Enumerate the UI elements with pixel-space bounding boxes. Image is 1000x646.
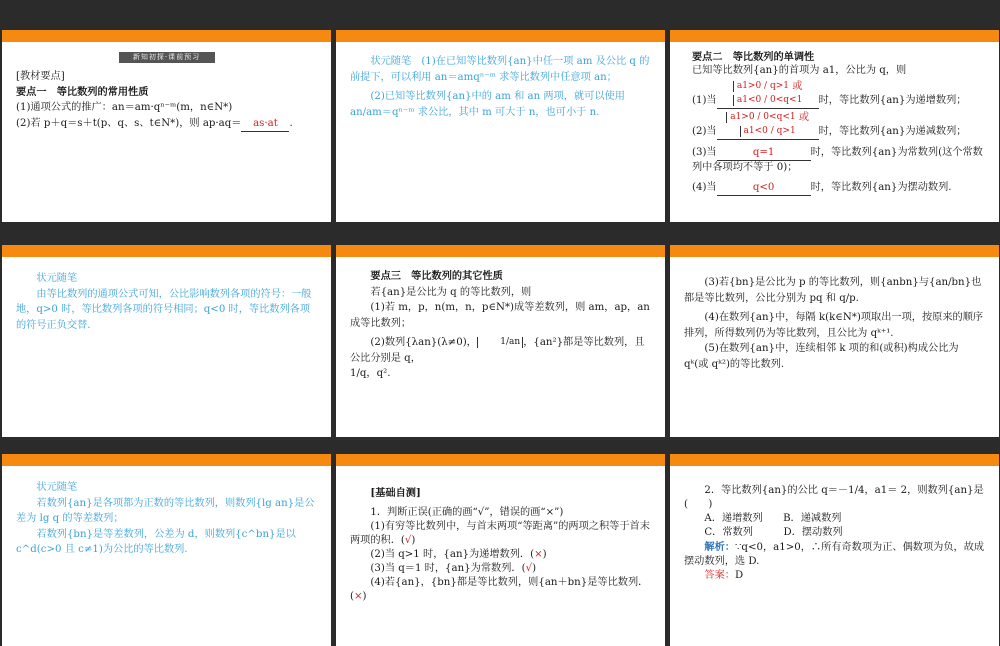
line-2-end: . xyxy=(289,117,293,129)
item-2-mark: × xyxy=(534,549,543,560)
answer-value: D xyxy=(734,570,744,581)
condition-2-suffix: 时，等比数列{an}为递减数列； xyxy=(818,126,967,137)
item-4-mark: × xyxy=(353,591,363,602)
condition-2-blank xyxy=(717,111,819,140)
condition-1-case-b: a1<0 / 0<q<1 xyxy=(733,95,802,106)
point-two-title: 要点二 等比数列的单调性 xyxy=(692,51,815,63)
item-1 xyxy=(350,520,651,548)
point-three-title: 要点三 等比数列的其它性质 xyxy=(370,270,503,282)
point-one-line-2 xyxy=(16,116,317,133)
condition-2-case-b: a1<0 / q>1 xyxy=(740,126,796,137)
condition-4-suffix: 时，等比数列{an}为摆动数列. xyxy=(810,182,952,193)
item-3-mark: √ xyxy=(525,563,533,574)
point-one-line-1: (1)通项公式的推广：an＝am·qⁿ⁻ᵐ(m，n∈N*) xyxy=(16,102,233,113)
note-label: 状元随笔 xyxy=(36,273,78,284)
section-banner: 新知初探·课前预习 xyxy=(119,52,215,63)
item-4-close: ) xyxy=(362,591,367,602)
textbook-points-heading: [教材要点] xyxy=(16,71,65,82)
condition-1-suffix: 时，等比数列{an}为递增数列； xyxy=(818,95,967,106)
analysis-text: ∵q<0，a1>0，∴所有奇数项为正、偶数项为负，故成摆动数列，选 D. xyxy=(684,542,985,567)
condition-3-prefix: (3)当 xyxy=(692,147,717,158)
item-1-mark: √ xyxy=(404,535,412,546)
line-2-text: (2)若 p＋q＝s＋t(p、q、s、t∈N*)，则 ap·aq＝ xyxy=(16,117,242,129)
item-1-text: (1)有穷等比数列中，与首末两项“等距离”的两项之积等于首末两项的积．( xyxy=(350,521,650,546)
option-a: A．递增数列 xyxy=(704,513,763,524)
point-two-intro: 已知等比数列{an}的首项为 a1，公比为 q，则 xyxy=(692,65,907,76)
property-4: (4)在数列{an}中，每隔 k(k∈N*)项取出一项，按原来的顺序排列，所得数列仍为等比数列，且公比为 qᵏ⁺¹. xyxy=(684,312,984,339)
analysis xyxy=(684,540,985,569)
note-paragraph-2: 若数列{bn}是等差数列，公差为 d，则数列{c^bn}是以 c^d(c>0 且 c≠1)为公比的等比数列. xyxy=(16,528,296,555)
slide-2 xyxy=(336,30,665,222)
condition-2-prefix: (2)当 xyxy=(692,126,717,137)
condition-1-case-a: a1>0 / q>1 xyxy=(733,81,789,92)
orange-header-bar xyxy=(336,245,665,257)
condition-3-answer: q=1 xyxy=(717,146,811,161)
analysis-label: 解析： xyxy=(704,541,735,553)
item-2-close: ) xyxy=(542,549,547,560)
slide-9 xyxy=(670,454,999,646)
slide-3 xyxy=(670,30,999,222)
property-2-suffix: ，{an²}都是等比数列，且公比分别是 q， xyxy=(350,337,645,364)
top-bar xyxy=(0,0,1000,24)
condition-2-or: 或 xyxy=(798,112,810,123)
property-3: (3)若{bn}是公比为 p 的等比数列，则{anbn}与{an/bn}也都是等比数列，公比分别为 pq 和 q/p. xyxy=(684,277,982,304)
point-three-intro: 若{an}是公比为 q 的等比数列，则 xyxy=(370,286,532,298)
property-1: (1)若 m，p，n(m，n，p∈N*)成等差数列，则 am，ap，an 成等比数列； xyxy=(350,302,650,329)
condition-1-or: 或 xyxy=(792,81,803,92)
answer-label: 答案： xyxy=(704,570,735,581)
orange-header-bar xyxy=(336,30,665,42)
property-2-prefix: (2)数列{λan}(λ≠0)， xyxy=(370,337,477,348)
item-3-close: ) xyxy=(532,563,537,574)
option-c: C．常数列 xyxy=(704,527,753,538)
note-text: 由等比数列的通项公式可知，公比影响数列各项的符号：一般地，q>0 时，等比数列各项的符号相同；q<0 时，等比数列各项的符号正负交替. xyxy=(16,288,312,331)
condition-3 xyxy=(692,146,991,175)
options-row-2 xyxy=(684,526,985,540)
property-2-ratios: 1/q，q². xyxy=(350,368,391,379)
slide-7 xyxy=(2,454,331,646)
item-3 xyxy=(350,562,651,576)
orange-header-bar xyxy=(670,245,999,257)
option-d: D．摆动数列 xyxy=(783,527,843,538)
option-b: B．递减数列 xyxy=(783,513,842,524)
question-1: 1．判断正误(正确的画“√”，错误的画“×”) xyxy=(370,507,564,518)
condition-1-blank xyxy=(717,80,819,109)
condition-4-answer: q<0 xyxy=(717,181,811,196)
condition-2-case-a: a1>0 / 0<q<1 xyxy=(726,112,795,123)
item-2-text: (2)当 q>1 时，{an}为递增数列．( xyxy=(370,549,535,560)
condition-2 xyxy=(692,111,991,140)
slide-4 xyxy=(2,245,331,437)
item-3-text: (3)当 q＝1 时，{an}为常数列．( xyxy=(370,563,526,574)
orange-header-bar xyxy=(2,245,331,257)
orange-header-bar xyxy=(336,454,665,466)
slide-8 xyxy=(336,454,665,646)
options-row-1 xyxy=(684,512,985,526)
condition-1-prefix: (1)当 xyxy=(692,95,717,106)
note-paragraph-1: 若数列{an}是各项都为正数的等比数列，则数列{lg an}是公差为 lg q 的等差数列； xyxy=(16,497,315,524)
property-2 xyxy=(350,335,651,366)
answer xyxy=(684,569,985,583)
slide-5 xyxy=(336,245,665,437)
note-label: 状元随笔 xyxy=(36,482,78,493)
condition-3-suffix: 时，等比数列{an}为常数列(这个常数列中各项均不等于 0)； xyxy=(692,147,983,173)
self-test-heading: [基础自测] xyxy=(370,487,421,499)
item-4-text: (4)若{an}，{bn}都是等比数列，则{an＋bn}是等比数列．( xyxy=(350,577,649,602)
orange-header-bar xyxy=(2,30,331,42)
note-paragraph-2: (2)已知等比数列{an}中的 am 和 an 两项，就可以使用 an/am＝qⁿ⁻ᵐ 求公比，其中 m 可大于 n，也可小于 n. xyxy=(350,91,625,118)
item-1-close: ) xyxy=(411,535,416,546)
property-5: (5)在数列{an}中，连续相邻 k 项的和(或积)构成公比为 qᵏ(或 qᵏ²)的等比数列. xyxy=(684,343,959,370)
item-2 xyxy=(350,548,651,562)
point-one-title: 要点一 等比数列的常用性质 xyxy=(16,85,149,98)
orange-header-bar xyxy=(670,454,999,466)
condition-1 xyxy=(692,80,991,109)
orange-header-bar xyxy=(670,30,999,42)
question-2: 2．等比数列{an}的公比 q＝－1/4，a1＝ 2，则数列{an}是( ) xyxy=(684,485,984,510)
condition-4-prefix: (4)当 xyxy=(692,182,717,193)
property-2-fraction: 1/an xyxy=(477,337,523,348)
note-paragraph-1: 状元随笔 (1)在已知等比数列{an}中任一项 am 及公比 q 的前提下，可以利用 an＝amqⁿ⁻ᵐ 求等比数列中任意项 an； xyxy=(350,56,650,83)
condition-4 xyxy=(692,181,991,196)
slide-1 xyxy=(2,30,331,222)
orange-header-bar xyxy=(2,454,331,466)
answer-blank: as·at xyxy=(241,116,289,133)
slide-6 xyxy=(670,245,999,437)
